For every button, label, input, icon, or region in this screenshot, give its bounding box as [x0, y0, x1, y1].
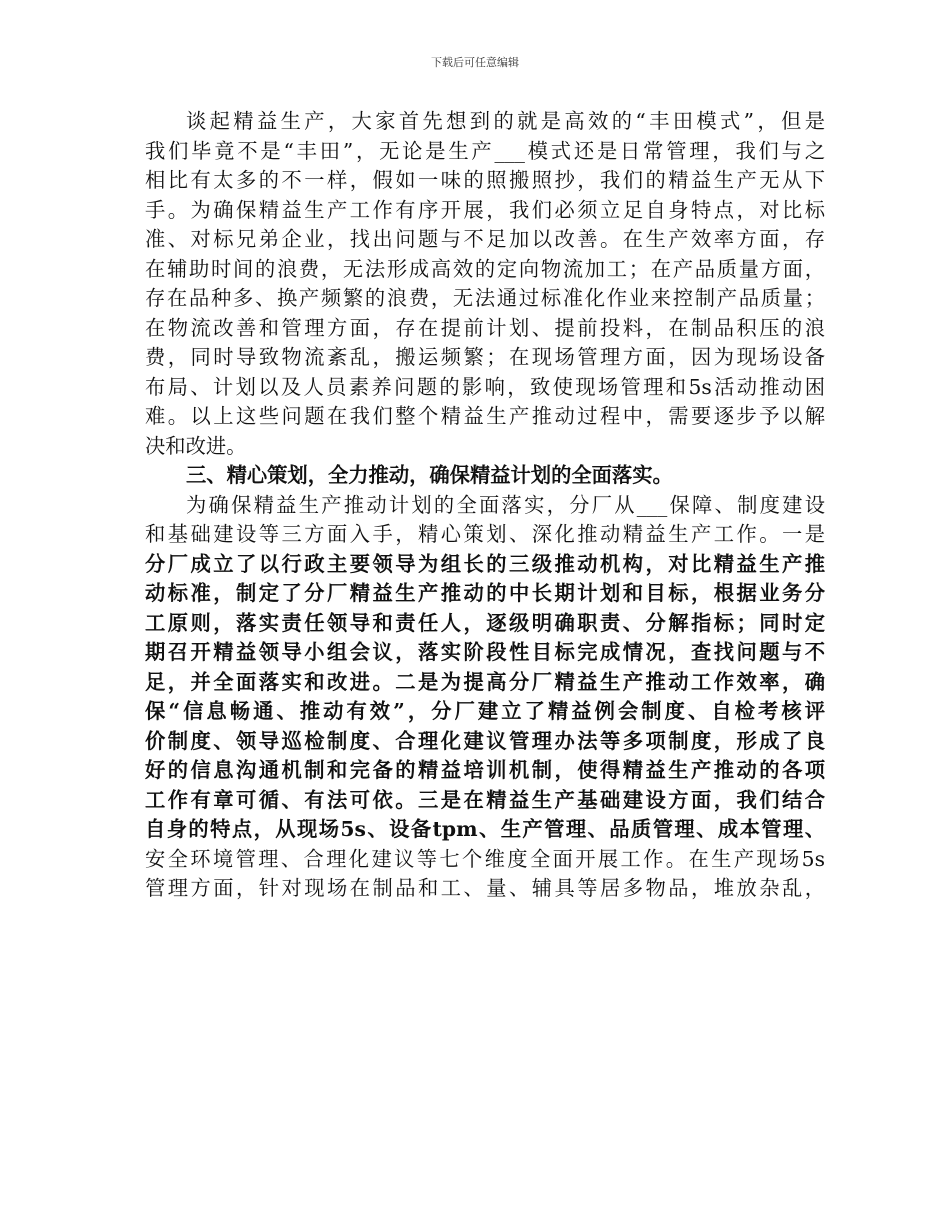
- text-line: 分厂成立了以行政主要领导为组长的三级推动机构，对比精益生产推: [145, 551, 825, 576]
- text-line: 期召开精益领导小组会议，落实阶段性目标完成情况，查找问题与不: [145, 640, 825, 664]
- text-line: 足，并全面落实和改进。二是为提高分厂精益生产推动工作效率，确: [145, 669, 825, 694]
- text-line: 我们毕竟不是“丰田”，无论是生产___模式还是日常管理，我们与之: [145, 138, 825, 163]
- text-line: 手。为确保精益生产工作有序开展，我们必须立足自身特点，对比标: [145, 197, 825, 222]
- text-line: 保“信息畅通、推动有效”，分厂建立了精益例会制度、自检考核评: [145, 699, 825, 723]
- text-line: 准、对标兄弟企业，找出问题与不足加以改善。在生产效率方面，存: [145, 227, 825, 251]
- text-line: 谈起精益生产，大家首先想到的就是高效的“丰田模式”，但是: [186, 109, 825, 133]
- text-line: 管理方面，针对现场在制品和工、量、辅具等居多物品，堆放杂乱，: [145, 876, 825, 900]
- text-line: 价制度、领导巡检制度、合理化建议管理办法等多项制度，形成了良: [145, 728, 825, 753]
- text-line: 相比有太多的不一样，假如一味的照搬照抄，我们的精益生产无从下: [145, 168, 825, 192]
- text-line: 安全环境管理、合理化建议等七个维度全面开展工作。在生产现场5s: [145, 846, 825, 871]
- text-line: 布局、计划以及人员素养问题的影响，致使现场管理和5s活动推动困: [145, 374, 825, 399]
- text-line: 决和改进。: [145, 433, 247, 458]
- text-line: 在辅助时间的浪费，无法形成高效的定向物流加工；在产品质量方面，: [145, 256, 825, 281]
- text-line: 自身的特点，从现场5s、设备tpm、生产管理、品质管理、成本管理、: [145, 817, 825, 841]
- text-line: 存在品种多、换产频繁的浪费，无法通过标准化作业来控制产品质量；: [145, 286, 825, 310]
- page-header: 下载后可任意编辑: [431, 56, 519, 69]
- text-line: 工原则，落实责任领导和责任人，逐级明确职责、分解指标；同时定: [145, 610, 825, 635]
- text-line: 工作有章可循、有法可依。三是在精益生产基础建设方面，我们结合: [145, 787, 825, 812]
- text-line: 和基础建设等三方面入手，精心策划、深化推动精益生产工作。一是: [145, 522, 825, 546]
- text-line: 好的信息沟通机制和完备的精益培训机制，使得精益生产推动的各项: [145, 758, 825, 782]
- text-line: 在物流改善和管理方面，存在提前计划、提前投料，在制品积压的浪: [145, 315, 825, 340]
- text-line: 动标准，制定了分厂精益生产推动的中长期计划和目标，根据业务分: [145, 581, 825, 605]
- text-line: 三、精心策划，全力推动，确保精益计划的全面落实。: [186, 463, 673, 487]
- text-line: 为确保精益生产推动计划的全面落实，分厂从___保障、制度建设: [186, 492, 825, 517]
- text-line: 费，同时导致物流紊乱，搬运频繁；在现场管理方面，因为现场设备: [145, 345, 825, 369]
- text-line: 难。以上这些问题在我们整个精益生产推动过程中，需要逐步予以解: [145, 404, 825, 428]
- document-body: [145, 107, 825, 904]
